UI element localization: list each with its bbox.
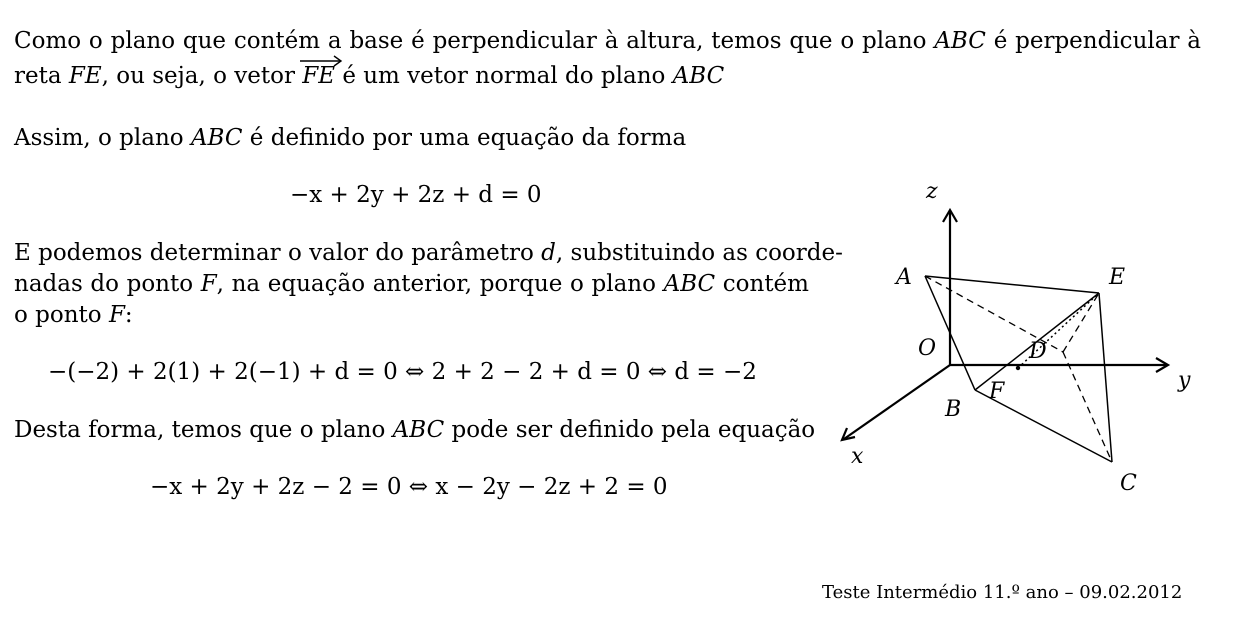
paragraph3-line1: E podemos determinar o valor do parâmetro d, substituindo as coorde- (14, 240, 843, 266)
label-z: z (926, 179, 938, 204)
text: é perpendicular à (985, 28, 1201, 54)
math-abc: ABC (672, 63, 725, 89)
footer-exam-info: Teste Intermédio 11.º ano – 09.02.2012 (822, 582, 1183, 603)
point-f-dot (1016, 366, 1020, 370)
label-e: E (1109, 265, 1126, 290)
pyramid-figure (820, 170, 1200, 510)
paragraph4: Desta forma, temos que o plano ABC pode ser definido pela equação (14, 417, 816, 443)
equation-plane-form: −x + 2y + 2z + d = 0 (290, 182, 542, 208)
label-y: y (1178, 368, 1191, 393)
equation-plane-final: −x + 2y + 2z − 2 = 0 ⇔ x − 2y − 2z + 2 = 0 (150, 474, 668, 500)
label-f: F (989, 379, 1005, 404)
vector-arrow (300, 55, 344, 67)
text: Assim, o plano (14, 125, 191, 151)
paragraph1-line2 (14, 63, 724, 89)
label-b: B (945, 397, 962, 422)
paragraph3-line2: nadas do ponto F, na equação anterior, porque o plano ABC contém (14, 271, 809, 297)
label-d: D (1029, 339, 1047, 364)
math-abc: ABC (934, 28, 986, 54)
x-axis (844, 365, 950, 439)
label-x: x (851, 444, 864, 469)
edge-ce (1099, 293, 1112, 462)
vector-fe: FE (302, 63, 335, 89)
text: Como o plano que contém a base é perpendicular à altura, temos que o plano (14, 28, 935, 54)
math-abc: ABC (190, 125, 243, 151)
label-a: A (896, 265, 912, 290)
paragraph2 (14, 125, 686, 151)
equation-substitution: −(−2) + 2(1) + 2(−1) + d = 0 ⇔ 2 + 2 − 2 + d = 0 ⇔ d = −2 (48, 359, 757, 385)
math-fe: FE (68, 63, 102, 89)
text: é um vetor normal do plano (335, 63, 673, 89)
paragraph3-line3: o ponto F: (14, 302, 133, 328)
paragraph1-line1 (14, 28, 1201, 54)
label-c: C (1120, 471, 1137, 496)
text: reta (14, 63, 69, 89)
label-o: O (918, 336, 937, 361)
text: é definido por uma equação da forma (242, 125, 687, 151)
text: , ou seja, o vetor (101, 63, 303, 89)
edge-de (1063, 293, 1099, 352)
